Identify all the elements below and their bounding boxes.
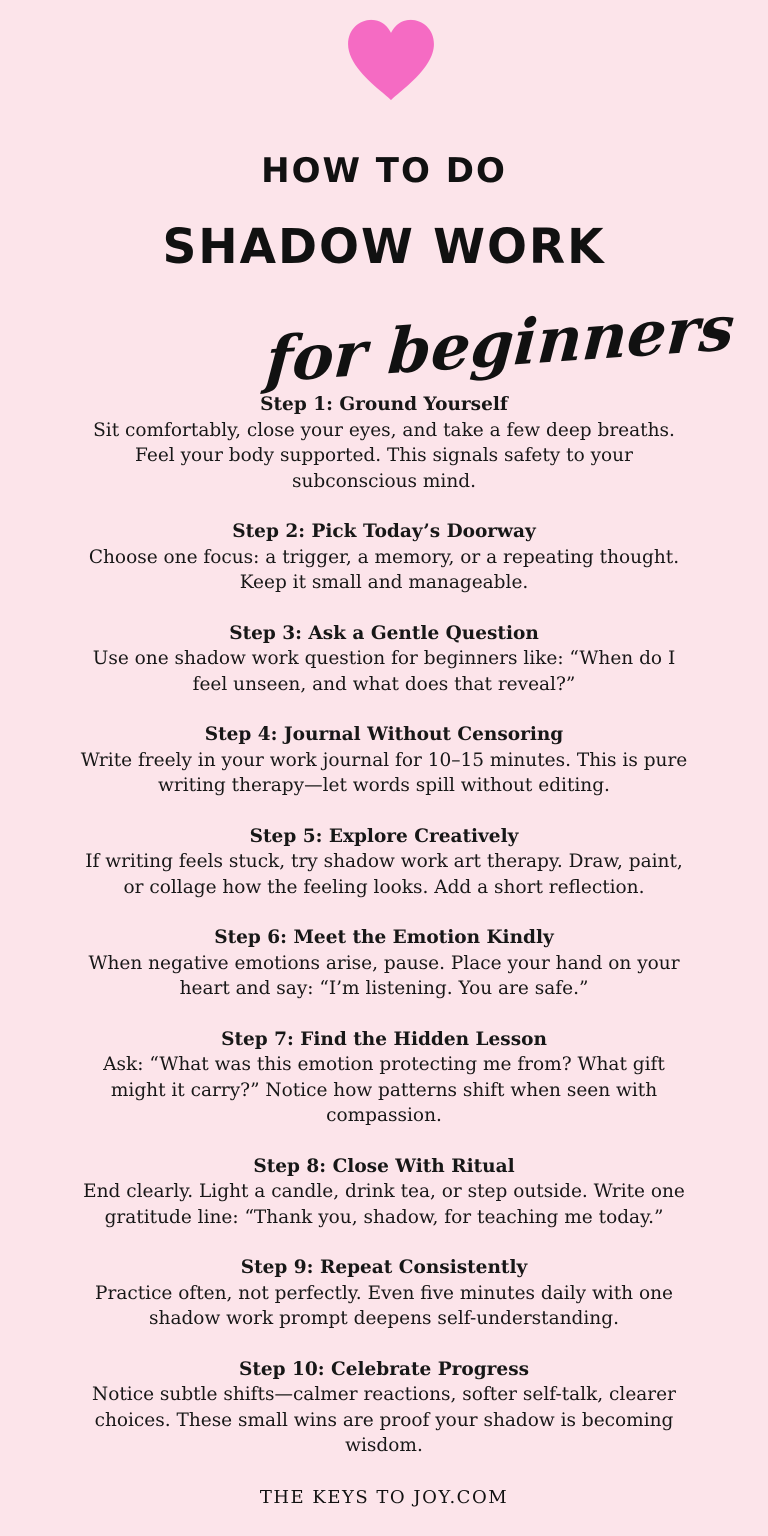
step-text-line: compassion.	[326, 1105, 442, 1126]
step-title: Step 6: Meet the Emotion Kindly	[214, 927, 554, 948]
step-1	[0, 392, 768, 494]
step-text-line: Sit comfortably, close your eyes, and take a few deep breaths.	[93, 419, 675, 441]
step-text-line: If writing feels stuck, try shadow work art therapy. Draw, paint,	[85, 851, 683, 872]
step-10	[0, 1357, 768, 1459]
step-5	[0, 824, 768, 901]
step-text-line: choices. These small wins are proof your shadow is becoming	[94, 1409, 674, 1431]
heart-icon	[344, 18, 438, 102]
step-title: Step 3: Ask a Gentle Question	[229, 622, 539, 644]
step-text-line: End clearly. Light a candle, drink tea, or step outside. Write one	[83, 1181, 685, 1202]
subtitle-script: for beginners	[263, 290, 737, 397]
step-text-line: or collage how the feeling looks. Add a short reflection.	[123, 876, 645, 898]
step-text-line: wisdom.	[345, 1435, 423, 1456]
step-title: Step 5: Explore Creatively	[249, 825, 519, 847]
steps-list	[0, 392, 768, 1484]
title-line-2: SHADOW WORK	[162, 219, 606, 275]
step-text-line: gratitude line: “Thank you, shadow, for teaching me today.”	[104, 1206, 664, 1228]
step-7	[0, 1027, 768, 1129]
step-6	[0, 925, 768, 1002]
step-text-line: Choose one focus: a trigger, a memory, or a repeating thought.	[88, 546, 680, 568]
step-text-line: Write freely in your work journal for 10–15 minutes. This is pure	[80, 749, 688, 771]
step-title: Step 1: Ground Yourself	[260, 394, 508, 415]
step-text-line: heart and say: “I’m listening. You are safe.”	[179, 978, 589, 999]
title-line-1: HOW TO DO	[261, 151, 507, 191]
step-text-line: might it carry?” Notice how patterns shift when seen with	[110, 1079, 658, 1101]
step-3	[0, 621, 768, 698]
step-4	[0, 722, 768, 799]
step-title: Step 2: Pick Today’s Doorway	[232, 521, 536, 542]
step-text-line: Practice often, not perfectly. Even five minutes daily with one	[95, 1282, 673, 1304]
footer-site-name: THE KEYS TO JOY.COM	[259, 1487, 509, 1508]
step-title: Step 9: Repeat Consistently	[240, 1257, 528, 1278]
step-text-line: feel unseen, and what does that reveal?”	[192, 673, 576, 695]
step-text-line: shadow work prompt deepens self-understanding.	[149, 1308, 619, 1329]
step-title: Step 8: Close With Ritual	[253, 1155, 515, 1177]
step-8	[0, 1154, 768, 1231]
step-text-line: writing therapy—let words spill without editing.	[158, 775, 610, 796]
step-text-line: Feel your body supported. This signals safety to your	[135, 445, 633, 466]
step-text-line: Notice subtle shifts—calmer reactions, softer self-talk, clearer	[92, 1384, 676, 1405]
step-title: Step 7: Find the Hidden Lesson	[221, 1028, 547, 1050]
step-text-line: Ask: “What was this emotion protecting me from? What gift	[103, 1054, 665, 1075]
step-title: Step 4: Journal Without Censoring	[204, 724, 564, 745]
step-text-line: When negative emotions arise, pause. Place your hand on your	[88, 952, 680, 974]
step-text-line: subconscious mind.	[292, 470, 476, 492]
step-text-line: Use one shadow work question for beginners like: “When do I	[92, 648, 676, 669]
step-title: Step 10: Celebrate Progress	[238, 1358, 530, 1380]
step-9	[0, 1255, 768, 1332]
step-2	[0, 519, 768, 596]
step-text-line: Keep it small and manageable.	[239, 572, 529, 593]
